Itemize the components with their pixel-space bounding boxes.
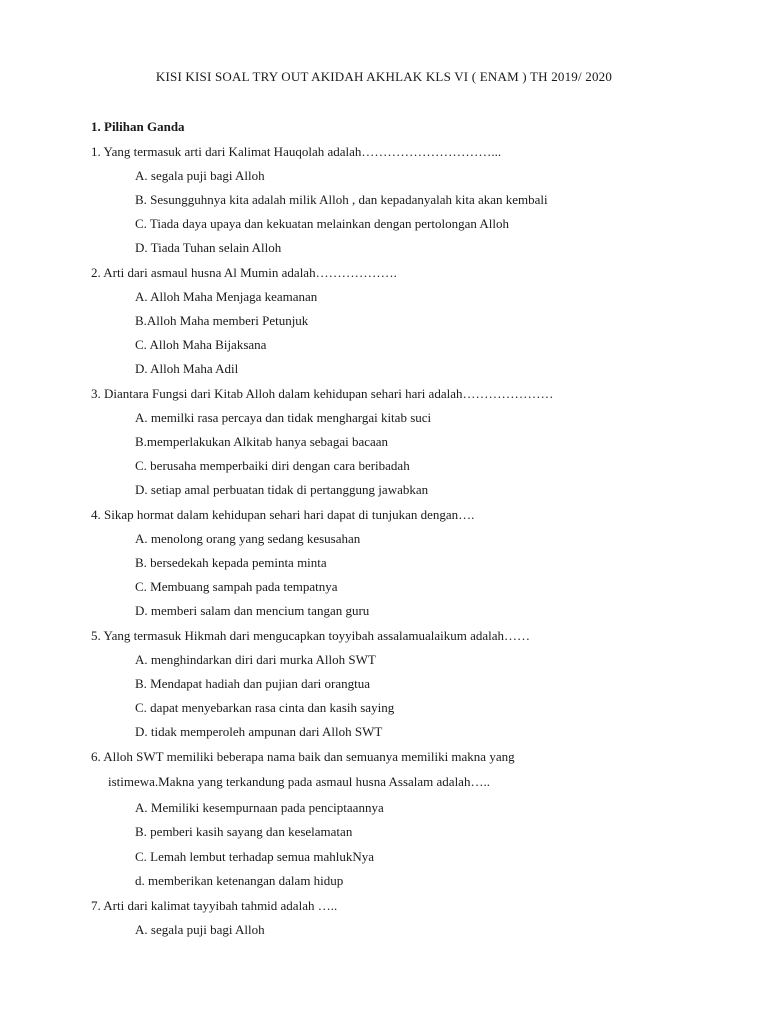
- answer-option: B. bersedekah kepada peminta minta: [135, 555, 327, 570]
- answer-option: B. Sesungguhnya kita adalah milik Alloh , dan kepadanyalah kita akan kembali: [135, 192, 548, 207]
- document-title: KISI KISI SOAL TRY OUT AKIDAH AKHLAK KLS VI ( ENAM ) TH 2019/ 2020: [155, 69, 613, 84]
- answer-option: A. memilki rasa percaya dan tidak menghargai kitab suci: [135, 410, 432, 425]
- question-line-continued: istimewa.Makna yang terkandung pada asmaul husna Assalam adalah…..: [108, 774, 490, 789]
- question-line: 4. Sikap hormat dalam kehidupan sehari hari dapat di tunjukan dengan….: [91, 507, 475, 522]
- answer-option: A. menolong orang yang sedang kesusahan: [135, 531, 361, 546]
- answer-option: A. menghindarkan diri dari murka Alloh SWT: [135, 652, 376, 667]
- answer-option: C. Membuang sampah pada tempatnya: [135, 579, 338, 594]
- answer-option: A. Memiliki kesempurnaan pada penciptaannya: [135, 800, 384, 815]
- answer-option: A. segala puji bagi Alloh: [135, 168, 265, 183]
- answer-option: D. memberi salam dan mencium tangan guru: [135, 603, 370, 618]
- answer-option: d. memberikan ketenangan dalam hidup: [135, 873, 344, 888]
- answer-option: D. Tiada Tuhan selain Alloh: [135, 240, 282, 255]
- answer-option: D. tidak memperoleh ampunan dari Alloh SWT: [135, 724, 383, 739]
- answer-option: C. dapat menyebarkan rasa cinta dan kasih saying: [135, 700, 395, 715]
- question-line: 7. Arti dari kalimat tayyibah tahmid adalah …..: [91, 898, 338, 913]
- answer-option: C. Alloh Maha Bijaksana: [135, 337, 267, 352]
- question-line: 3. Diantara Fungsi dari Kitab Alloh dalam kehidupan sehari hari adalah…………………: [91, 386, 554, 401]
- answer-option: B.memperlakukan Alkitab hanya sebagai bacaan: [135, 434, 389, 449]
- answer-option: D. Alloh Maha Adil: [135, 361, 239, 376]
- answer-option: B.Alloh Maha memberi Petunjuk: [135, 313, 309, 328]
- question-line: 2. Arti dari asmaul husna Al Mumin adalah……………….: [91, 265, 397, 280]
- answer-option: A. Alloh Maha Menjaga keamanan: [135, 289, 318, 304]
- answer-option: A. segala puji bagi Alloh: [135, 922, 265, 937]
- answer-option: B. pemberi kasih sayang dan keselamatan: [135, 824, 353, 839]
- answer-option: C. berusaha memperbaiki diri dengan cara beribadah: [135, 458, 410, 473]
- question-line: 1. Yang termasuk arti dari Kalimat Hauqolah adalah…………………………...: [91, 144, 502, 159]
- question-line: 6. Alloh SWT memiliki beberapa nama baik dan semuanya memiliki makna yang: [91, 749, 515, 764]
- answer-option: C. Lemah lembut terhadap semua mahlukNya: [135, 849, 374, 864]
- answer-option: B. Mendapat hadiah dan pujian dari orangtua: [135, 676, 371, 691]
- section-heading: 1. Pilihan Ganda: [91, 119, 185, 134]
- answer-option: D. setiap amal perbuatan tidak di pertanggung jawabkan: [135, 482, 429, 497]
- question-line: 5. Yang termasuk Hikmah dari mengucapkan toyyibah assalamualaikum adalah……: [91, 628, 531, 643]
- answer-option: C. Tiada daya upaya dan kekuatan melainkan dengan pertolongan Alloh: [135, 216, 510, 231]
